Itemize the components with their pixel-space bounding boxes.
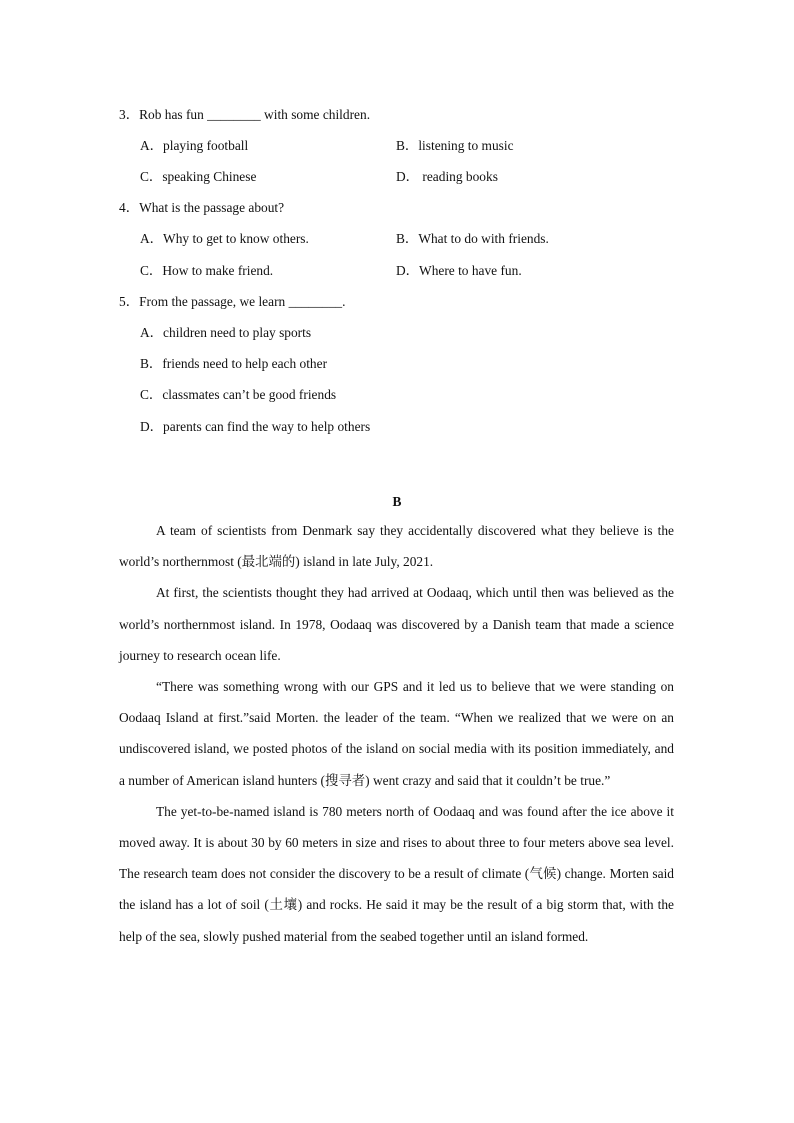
question-3-stem: 3．Rob has fun ________ with some children. xyxy=(119,107,371,122)
question-3-option-d: D． reading books xyxy=(396,169,498,184)
passage-paragraph-3: “There was something wrong with our GPS and it led us to believe that we were standing on Oodaaq Island at first.”said Morten. the leader of the team. “When we realized that we were on an undiscovered island, we posted photos of the island on social media with its position immediately, and a number of American island hunters (搜寻者) went crazy and said that it couldn’t be true.” xyxy=(119,679,674,788)
passage-paragraph-2: At first, the scientists thought they had arrived at Oodaaq, which until then was believed as the world’s northernmost island. In 1978, Oodaaq was discovered by a Danish team that made a science journey to research ocean life. xyxy=(119,585,674,663)
question-3-option-c: C．speaking Chinese xyxy=(140,169,257,184)
passage-paragraph-4: The yet-to-be-named island is 780 meters north of Oodaaq and was found after the ice above it moved away. It is about 30 by 60 meters in size and rises to about three to four meters above sea level. The research team does not consider the discovery to be a result of climate (气候) change. Morten said the island has a lot of soil (土壤) and rocks. He said it may be the result of a big storm that, with the help of the sea, slowly pushed material from the seabed together until an island formed. xyxy=(119,803,674,944)
question-5-stem: 5．From the passage, we learn ________. xyxy=(119,294,346,309)
question-4-option-a: A．Why to get to know others. xyxy=(140,231,309,246)
question-5-option-d: D．parents can find the way to help others xyxy=(140,419,371,434)
passage-paragraph-1: A team of scientists from Denmark say they accidentally discovered what they believe is the world’s northernmost (最北端的) island in late July, 2021. xyxy=(119,523,674,570)
question-3-option-a: A．playing football xyxy=(140,138,249,153)
section-title: B xyxy=(392,494,402,509)
question-4-option-c: C．How to make friend. xyxy=(140,263,274,278)
question-5-option-a: A．children need to play sports xyxy=(140,325,312,340)
question-5-option-b: B．friends need to help each other xyxy=(140,356,328,371)
reading-passage xyxy=(119,515,674,952)
question-4-option-b: B．What to do with friends. xyxy=(396,231,549,246)
question-4-stem: 4．What is the passage about? xyxy=(119,200,285,215)
question-3-option-b: B．listening to music xyxy=(396,138,514,153)
question-5-option-c: C．classmates can’t be good friends xyxy=(140,387,337,402)
question-4-option-d: D．Where to have fun. xyxy=(396,263,522,278)
